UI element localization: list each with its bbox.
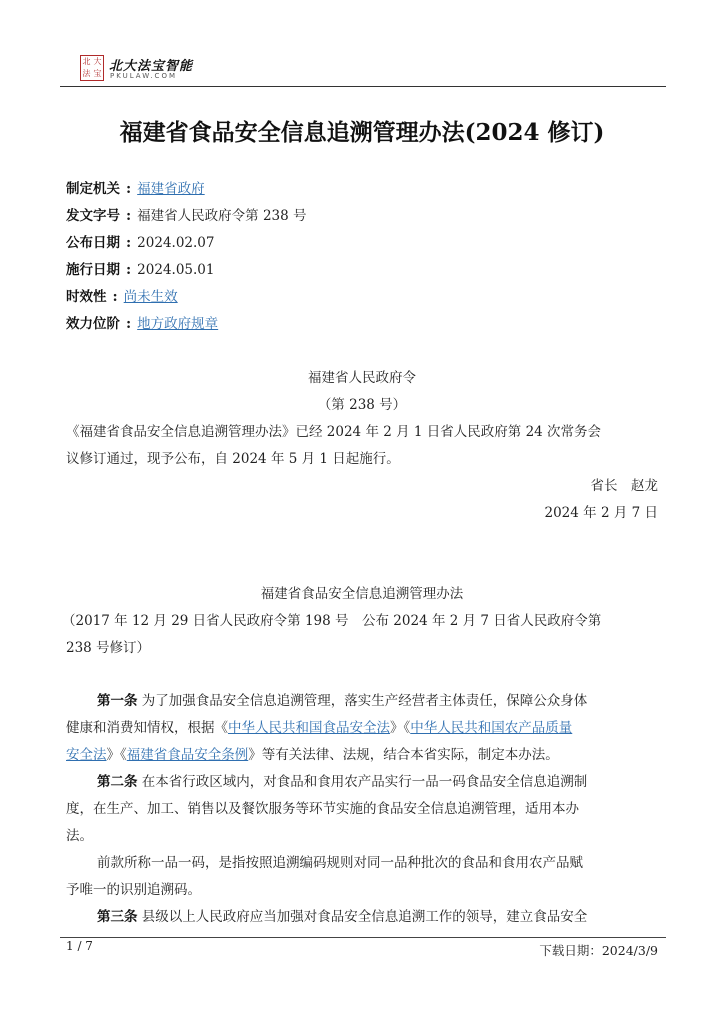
meta-label: 时效性 <box>66 289 107 305</box>
fujian-food-safety-regulation-link[interactable]: 福建省食品安全条例 <box>126 747 249 763</box>
meta-document-number: 发文字号 : 福建省人民政府令第 238 号 <box>66 208 307 224</box>
meta-label: 发文字号 <box>66 208 120 224</box>
article-label: 第三条 <box>97 909 138 925</box>
meta-label: 效力位阶 <box>66 316 120 332</box>
article-1-line: 安全法》《福建省食品安全条例》等有关法律、法规，结合本省实际，制定本办法。 <box>66 747 559 763</box>
order-body-line: 议修订通过，现予公布，自 2024 年 5 月 1 日起施行。 <box>66 451 400 467</box>
meta-issuing-authority: 制定机关 : 福建省政府 <box>66 181 205 197</box>
order-number: （第 238 号） <box>317 397 407 413</box>
meta-publish-date: 公布日期 : 2024.02.07 <box>66 235 215 251</box>
issuing-authority-link[interactable]: 福建省政府 <box>137 181 205 197</box>
article-2-line: 前款所称一品一码，是指按照追溯编码规则对同一品种批次的食品和食用农产品赋 <box>97 855 583 871</box>
order-body-line: 《福建省食品安全信息追溯管理办法》已经 2024 年 2 月 1 日省人民政府第 24 次常务会 <box>66 424 602 440</box>
meta-value: 2024.05.01 <box>137 262 215 278</box>
meta-label: 公布日期 <box>66 235 120 251</box>
order-heading: 福建省人民政府令 <box>308 370 416 386</box>
meta-value: 2024.02.07 <box>137 235 215 251</box>
revision-history-line: （2017 年 12 月 29 日省人民政府令第 198 号 公布 2024 年 2 月 7 日省人民政府令第 <box>62 613 602 629</box>
page-number: 1 / 7 <box>66 939 93 953</box>
article-2-line: 予唯一的识别追溯码。 <box>66 882 201 898</box>
legal-level-link[interactable]: 地方政府规章 <box>137 316 219 332</box>
meta-validity: 时效性 : 尚未生效 <box>66 289 178 305</box>
food-safety-law-link[interactable]: 中华人民共和国食品安全法 <box>228 720 390 736</box>
document-title: 福建省食品安全信息追溯管理办法(2024 修订) <box>119 119 605 146</box>
order-date: 2024 年 2 月 7 日 <box>544 505 658 521</box>
article-2-line: 第二条 在本省行政区域内，对食品和食用农产品实行一品一码食品安全信息追溯制 <box>97 774 588 790</box>
revision-history-line: 238 号修订） <box>66 640 151 656</box>
footer-divider <box>60 937 666 938</box>
order-signer: 省长 赵龙 <box>590 478 658 494</box>
header-divider <box>60 86 666 87</box>
article-2-line: 度，在生产、加工、销售以及餐饮服务等环节实施的食品安全信息追溯管理，适用本办 <box>66 801 579 817</box>
validity-link[interactable]: 尚未生效 <box>123 289 178 305</box>
article-1-line: 健康和消费知情权，根据《中华人民共和国食品安全法》《中华人民共和国农产品质量 <box>66 720 573 736</box>
meta-legal-level: 效力位阶 : 地方政府规章 <box>66 316 219 332</box>
meta-effective-date: 施行日期 : 2024.05.01 <box>66 262 215 278</box>
regulation-heading: 福建省食品安全信息追溯管理办法 <box>260 586 464 602</box>
article-2-line: 法。 <box>66 828 93 844</box>
agricultural-product-law-link[interactable]: 中华人民共和国农产品质量 <box>410 720 573 736</box>
agricultural-product-law-link[interactable]: 安全法 <box>66 747 107 763</box>
meta-label: 施行日期 <box>66 262 120 278</box>
logo-name: 北大法宝智能 <box>109 59 194 74</box>
logo-seal-icon: 北 大 法 宝 <box>80 55 104 81</box>
meta-value: 福建省人民政府令第 238 号 <box>137 208 307 224</box>
article-3-line: 第三条 县级以上人民政府应当加强对食品安全信息追溯工作的领导，建立食品安全 <box>97 909 588 925</box>
meta-label: 制定机关 <box>66 181 120 197</box>
logo-domain: PKULAW.COM <box>110 72 177 80</box>
article-label: 第二条 <box>97 774 138 790</box>
article-label: 第一条 <box>97 693 138 709</box>
pkulaw-logo <box>80 55 255 85</box>
download-date: 下载日期：2024/3/9 <box>539 943 658 958</box>
article-1-line: 第一条 为了加强食品安全信息追溯管理，落实生产经营者主体责任，保障公众身体 <box>97 693 588 709</box>
